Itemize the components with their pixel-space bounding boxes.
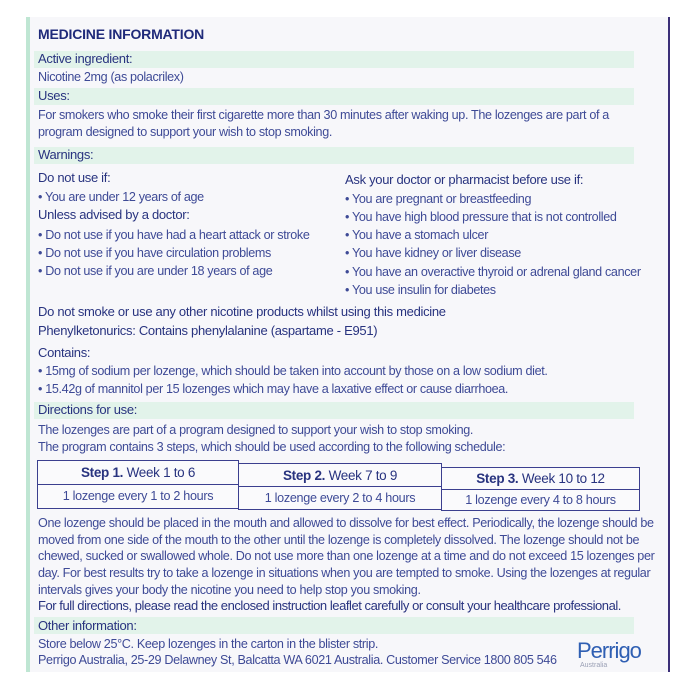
directions-intro: The program contains 3 steps, which should be used according to the following schedule: xyxy=(38,440,506,454)
directions-intro: The lozenges are part of a program designed to support your wish to stop smoking. xyxy=(38,423,474,437)
uses-heading: Uses: xyxy=(38,88,70,103)
directions-heading: Directions for use: xyxy=(38,402,138,417)
active-ingredient-heading: Active ingredient: xyxy=(38,51,133,66)
step-3-header xyxy=(441,467,640,490)
uses-line: For smokers who smoke their first cigarette more than 30 minutes after waking up. The lozenges are part of a xyxy=(38,108,609,122)
step-weeks: Week 7 to 9 xyxy=(328,468,398,483)
storage-text: Store below 25°C. Keep lozenges in the carton in the blister strip. xyxy=(38,637,379,651)
unless-heading: Unless advised by a doctor: xyxy=(38,207,190,222)
other-info-heading: Other information: xyxy=(38,618,137,633)
step-weeks: Week 1 to 6 xyxy=(126,465,196,480)
perrigo-logo-sub: Australia xyxy=(580,662,608,669)
step-3-dose: 1 lozenge every 4 to 8 hours xyxy=(441,489,640,511)
list-item: • Do not use if you are under 18 years of age xyxy=(38,264,273,278)
list-item: • Do not use if you have circulation problems xyxy=(38,246,271,260)
directions-body-line: intervals gives your body the nicotine you need to help stop you smoking. xyxy=(38,583,421,597)
list-item: • Do not use if you have had a heart attack or stroke xyxy=(38,228,310,242)
no-smoke-warning: Do not smoke or use any other nicotine products whilst using this medicine xyxy=(38,304,446,319)
warnings-heading: Warnings: xyxy=(38,147,94,162)
directions-body-line: moved from one side of the mouth to the other until the lozenge is completely dissolved. The lozenge should not be xyxy=(38,533,640,547)
list-item: • You have an overactive thyroid or adrenal gland cancer xyxy=(345,265,641,279)
directions-body-line: day. For best results try to take a lozenge in situations when you are tempted to smoke. Using the lozenges at regular xyxy=(38,566,651,580)
step-weeks: Week 10 to 12 xyxy=(521,471,605,486)
perrigo-logo: Perrigo xyxy=(577,638,641,663)
contains-heading: Contains: xyxy=(38,345,91,360)
active-ingredient-text: Nicotine 2mg (as polacrilex) xyxy=(38,70,184,84)
step-2-dose: 1 lozenge every 2 to 4 hours xyxy=(238,486,442,510)
list-item: • You use insulin for diabetes xyxy=(345,283,496,297)
list-item: • 15mg of sodium per lozenge, which should be taken into account by those on a low sodium diet. xyxy=(38,364,548,378)
ask-doctor-heading: Ask your doctor or pharmacist before use if: xyxy=(345,172,584,187)
directions-body-line: One lozenge should be placed in the mouth and allowed to dissolve for best effect. Periodically, the lozenge should be xyxy=(38,516,654,530)
manufacturer-address: Perrigo Australia, 25-29 Delawney St, Balcatta WA 6021 Australia. Customer Service 1800 805 546 xyxy=(38,653,557,667)
list-item: • You have high blood pressure that is not controlled xyxy=(345,210,617,224)
step-1-header xyxy=(37,460,239,485)
step-2-header xyxy=(238,463,442,488)
list-item: • 15.42g of mannitol per 15 lozenges which may have a laxative effect or cause diarrhoea. xyxy=(38,382,509,396)
step-label: Step 1. xyxy=(80,465,124,480)
step-label: Step 2. xyxy=(282,468,326,483)
full-directions-note: For full directions, please read the enclosed instruction leaflet carefully or consult your healthcare professional. xyxy=(38,598,621,613)
section-band xyxy=(34,88,634,105)
list-item: • You are under 12 years of age xyxy=(38,190,204,204)
uses-line: program designed to support your wish to stop smoking. xyxy=(38,125,333,139)
section-band xyxy=(34,147,634,164)
list-item: • You are pregnant or breastfeeding xyxy=(345,192,532,206)
directions-body-line: chewed, sucked or swallowed whole. Do not use more than one lozenge at a time and do not exceed 15 lozenges per xyxy=(38,549,655,563)
list-item: • You have a stomach ulcer xyxy=(345,228,489,242)
step-1-dose: 1 lozenge every 1 to 2 hours xyxy=(37,484,239,509)
step-label: Step 3. xyxy=(476,471,519,486)
do-not-use-heading: Do not use if: xyxy=(38,170,111,185)
page-title: MEDICINE INFORMATION xyxy=(38,26,205,42)
list-item: • You have kidney or liver disease xyxy=(345,246,521,260)
phenylketonurics-warning: Phenylketonurics: Contains phenylalanine (aspartame - E951) xyxy=(38,323,378,338)
